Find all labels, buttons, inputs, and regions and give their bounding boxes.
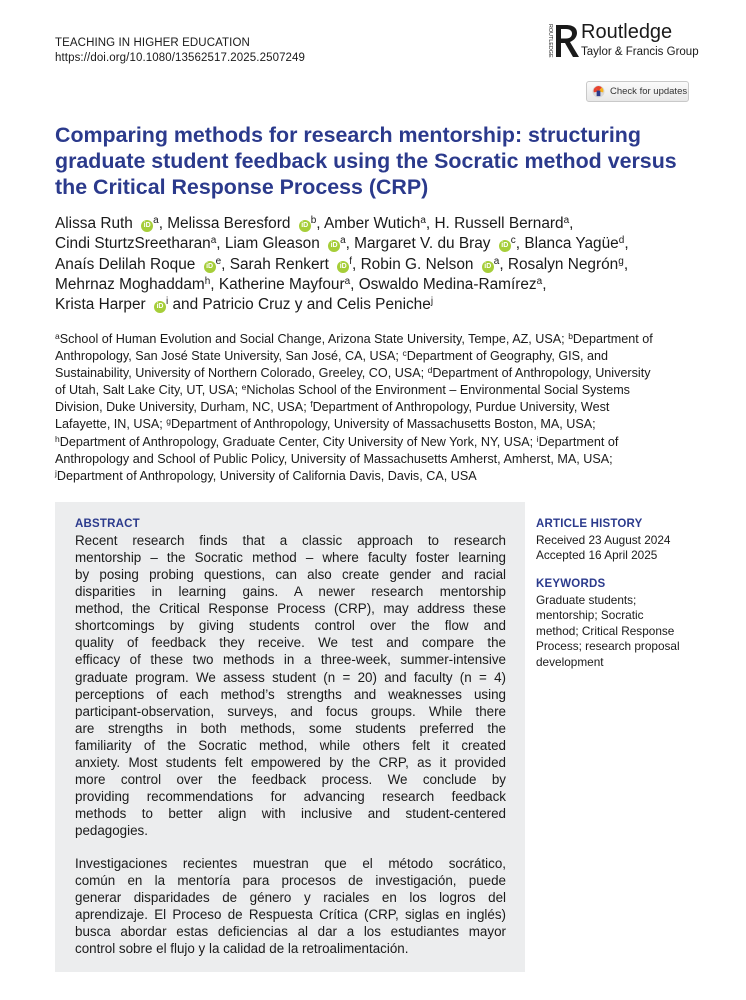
keywords-heading: KEYWORDS (536, 578, 606, 590)
superscript-marker: b (568, 331, 573, 341)
text-run: , (623, 255, 629, 273)
affiliation-line (55, 331, 695, 348)
superscript-marker: a (55, 331, 60, 341)
abstract-line: disparities in learning gains. A newer research mentorship (75, 584, 506, 600)
text-run: Krista Harper (55, 296, 150, 314)
orcid-icon[interactable]: iD (154, 301, 166, 313)
affiliation-line (55, 382, 695, 399)
abstract-text-english (75, 532, 506, 839)
text-run: , (569, 215, 574, 232)
abstract-line: providing recommendations for advancing research feedback (75, 788, 506, 804)
orcid-icon[interactable]: iD (141, 220, 153, 232)
text-run: , Melissa Beresford (158, 215, 295, 232)
svg-text:ROUTLEDGE: ROUTLEDGE (547, 24, 553, 58)
text-run: Department of (538, 434, 619, 449)
article-history (536, 517, 696, 564)
superscript-marker: a (153, 215, 159, 226)
text-run: , Rosalyn Negrón (499, 255, 619, 273)
superscript-marker: j (430, 296, 434, 308)
superscript-marker: a (420, 215, 426, 226)
text-run: Alissa Ruth (55, 215, 138, 232)
text-run: Anthropology and School of Public Policy, University of Massachusetts Amherst, Amherst, MA, USA; (55, 451, 613, 466)
text-run: , (542, 275, 547, 293)
orcid-icon[interactable]: iD (499, 240, 511, 252)
author-line (55, 234, 705, 254)
text-run: Division, Duke University, Durham, NC, USA; (55, 400, 311, 415)
keyword-line: Process; research proposal (536, 639, 680, 653)
abstract-text-spanish (75, 855, 506, 957)
text-run: Department of Anthropology, University of Massachusetts Boston, MA, USA; (171, 417, 596, 432)
text-run: , Oswaldo Medina-Ramírez (350, 275, 537, 293)
text-run: Anaís Delilah Roque (55, 255, 200, 273)
abstract-line: familiarity of the Socratic method, while others felt it created (75, 737, 506, 753)
text-run: , Katherine Mayfour (210, 275, 345, 293)
superscript-marker: c (402, 348, 407, 359)
publisher-logo (541, 20, 701, 64)
abstract-line: more control over the feedback process. We conclude by (75, 771, 506, 787)
publisher-vertical-label (541, 22, 551, 62)
text-run: Mehrnaz Moghaddam (55, 275, 205, 293)
orcid-icon[interactable]: iD (204, 261, 216, 273)
text-run: Department of (572, 332, 653, 346)
author-line (55, 255, 705, 275)
publisher-subname: Taylor & Francis Group (581, 46, 699, 58)
abstract-line: perceptions of each method’s strengths and weaknesses using (75, 686, 506, 702)
journal-name: TEACHING IN HIGHER EDUCATION (55, 37, 250, 49)
text-run: Cindi SturtzSreetharan (55, 235, 211, 253)
accepted-date: Accepted 16 April 2025 (536, 548, 658, 562)
abstract-heading: ABSTRACT (75, 518, 140, 530)
text-run: Department of Geography, GIS, and (406, 349, 609, 364)
keywords (536, 577, 696, 670)
orcid-icon[interactable]: iD (337, 261, 349, 273)
keyword-line: mentorship; Socratic (536, 608, 644, 622)
text-run: Nicholas School of the Environment – Environmental Social Systems (246, 383, 630, 398)
text-run: , Sarah Renkert (221, 255, 334, 273)
author-line (55, 214, 705, 234)
text-run: School of Human Evolution and Social Change, Arizona State University, Tempe, AZ, USA; (59, 332, 569, 346)
superscript-marker: h (55, 433, 60, 444)
abstract-line: by posing probing questions, can also create gender and racial (75, 567, 506, 583)
text-run: Department of Anthropology, Graduate Center, City University of New York, NY, USA; (59, 434, 537, 449)
superscript-marker: c (510, 235, 516, 247)
text-run: , Amber Wutich (316, 215, 421, 232)
abstract-line: anxiety. Most students felt empowered by the CRP, as it provided (75, 754, 506, 770)
text-run: Department of Anthropology, University (432, 366, 651, 381)
superscript-marker: f (349, 255, 353, 267)
affiliations (55, 331, 695, 485)
superscript-marker: a (493, 255, 500, 267)
orcid-icon[interactable]: iD (299, 220, 311, 232)
keyword-line: method; Critical Response (536, 623, 675, 638)
keyword-line: Graduate students; (536, 592, 637, 607)
resumen-line: busca abordar estas deficiencias al dar a los estudiantes mayor (75, 924, 506, 940)
orcid-icon[interactable]: iD (328, 240, 340, 252)
article-history-heading: ARTICLE HISTORY (536, 518, 643, 530)
doi-link[interactable]: https://doi.org/10.1080/13562517.2025.2507249 (55, 52, 306, 64)
author-line (55, 275, 705, 295)
orcid-icon[interactable]: iD (482, 261, 494, 273)
received-date: Received 23 August 2024 (536, 532, 671, 547)
superscript-marker: i (165, 296, 169, 308)
abstract-line: mentorship – the Socratic method – where faculty foster learning (75, 550, 506, 566)
affiliation-line (55, 399, 695, 416)
superscript-marker: a (563, 215, 570, 226)
abstract-line: are strengths in both methods, some students preferred the (75, 720, 506, 736)
text-run: , Liam Gleason (216, 235, 325, 253)
abstract-line: Recent research finds that a classic approach to research (75, 533, 506, 548)
superscript-marker: h (204, 275, 211, 287)
author-line (55, 295, 705, 315)
abstract-line: methods to better align with inclusive and student-centered (75, 806, 506, 821)
routledge-r-icon (551, 21, 581, 61)
abstract-line: pedagogies. (75, 823, 148, 839)
crossmark-icon (592, 85, 605, 98)
affiliation-line (55, 468, 695, 485)
superscript-marker: a (340, 235, 346, 247)
superscript-marker: g (166, 416, 172, 427)
text-run: Lafayette, IN, USA; (55, 417, 167, 432)
superscript-marker: a (344, 275, 351, 287)
superscript-marker: d (427, 365, 433, 376)
publisher-name: Routledge (581, 21, 673, 43)
superscript-marker: i (536, 433, 539, 444)
superscript-marker: f (310, 399, 313, 410)
abstract-line: efficacy of these two methods in a three-week, summer-intensive (75, 652, 506, 668)
journal-header (55, 36, 305, 66)
text-run: Department of Anthropology, Purdue University, West (312, 400, 610, 415)
superscript-marker: b (310, 215, 317, 226)
text-run: Sustainability, University of Northern Colorado, Greeley, CO, USA; (55, 366, 428, 381)
author-list (55, 214, 705, 315)
affiliation-line (55, 451, 695, 468)
affiliation-line (55, 365, 695, 382)
check-for-updates-label: Check for updates (610, 86, 688, 97)
check-for-updates-button[interactable] (586, 81, 689, 102)
text-run: and Patricio Cruz y and Celis Peniche (168, 296, 431, 314)
superscript-marker: a (210, 235, 217, 247)
abstract-line: method, the Critical Response Process (CRP), may address these (75, 601, 506, 617)
resumen-line: Investigaciones recientes muestran que el método socrático, (75, 856, 506, 871)
text-run: Department of Anthropology, University of California Davis, Davis, CA, USA (56, 468, 477, 483)
superscript-marker: d (618, 235, 625, 247)
abstract-line: graduate program. We assess student (n = 20) and faculty (n = 4) (75, 669, 506, 685)
text-run: , Margaret V. du Bray (345, 235, 495, 253)
superscript-marker: e (215, 255, 222, 267)
abstract-line: quality of feedback they receive. We test and compare the (75, 635, 506, 651)
abstract-line: participant-observation, surveys, and focus groups. While there (75, 703, 506, 719)
affiliation-line (55, 434, 695, 451)
resumen-line: común en la mentoría para procesos de investigación, puede (75, 873, 506, 889)
resumen-line: aprendizaje. El Proceso de Respuesta Crítica (CRP, siglas en inglés) (75, 907, 506, 923)
resumen-line: generar disparidades de género y raciales en los logros del (75, 890, 506, 906)
resumen-line: control sobre el flujo y la calidad de la retroalimentación. (75, 941, 409, 957)
affiliation-line (55, 416, 695, 433)
text-run: , H. Russell Bernard (425, 215, 564, 232)
superscript-marker: a (536, 275, 543, 287)
superscript-marker: e (241, 382, 247, 393)
text-run: , Robin G. Nelson (352, 255, 478, 273)
keyword-line: development (536, 654, 604, 669)
text-run: Anthropology, San José State University, San José, CA, USA; (55, 349, 403, 364)
text-run: of Utah, Salt Lake City, UT, USA; (55, 383, 242, 398)
text-run: , Blanca Yagüe (515, 235, 619, 253)
affiliation-line (55, 348, 695, 365)
superscript-marker: g (618, 255, 624, 267)
superscript-marker: j (55, 467, 57, 478)
article-title: Comparing methods for research mentorship: structuring graduate student feedback using the Socratic method versus the Critical Response Process (CRP) (55, 123, 677, 199)
text-run: , (624, 235, 629, 253)
abstract-line: shortcomings by giving students control over the flow and (75, 618, 506, 634)
